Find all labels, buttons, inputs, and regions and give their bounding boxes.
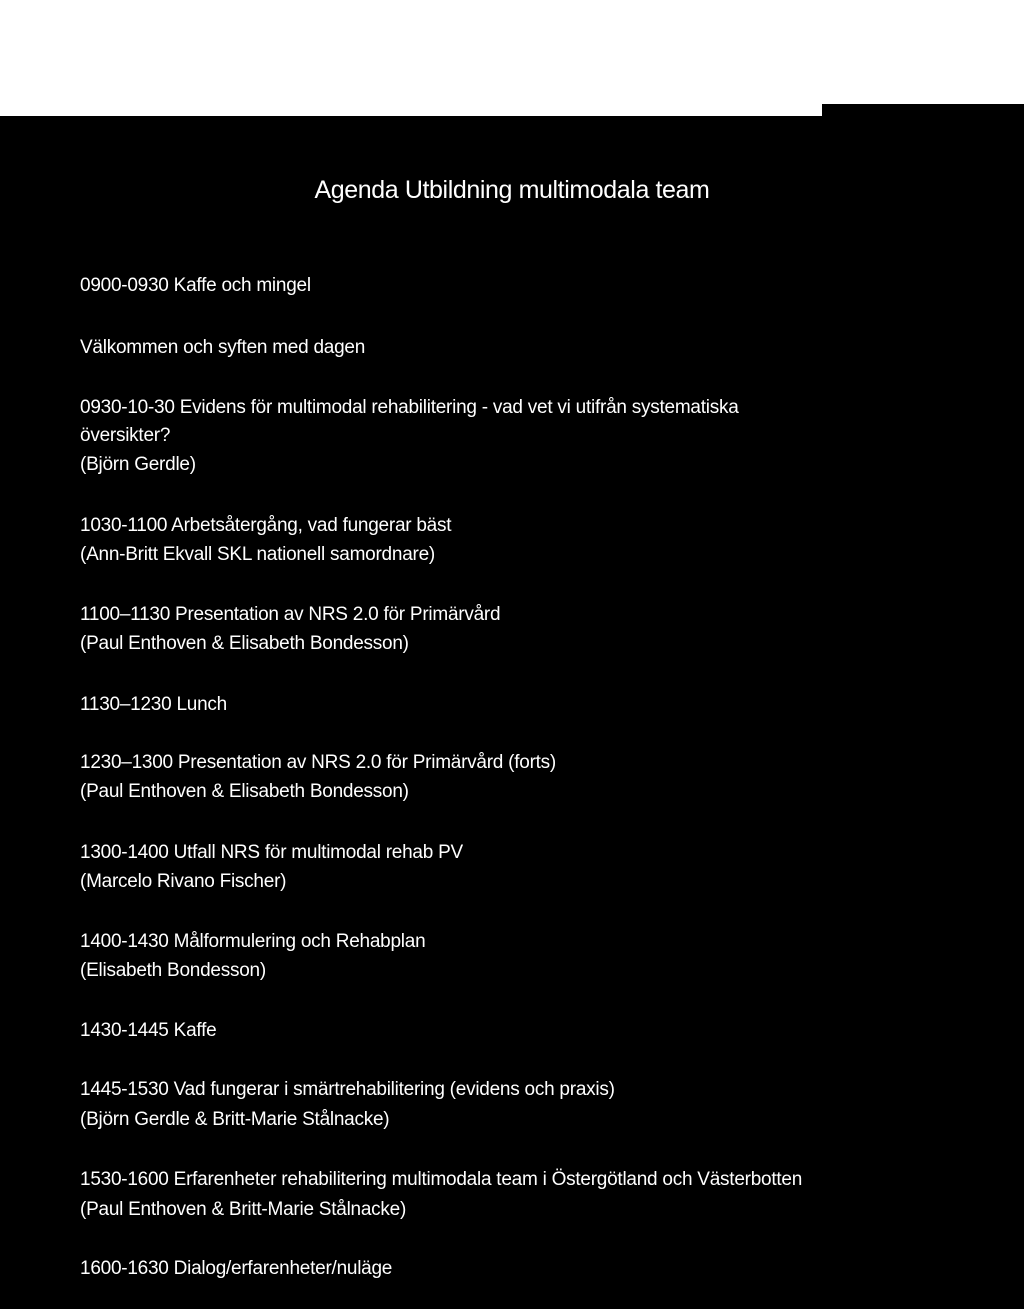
- agenda-line-pain-rehab: 1445-1530 Vad fungerar i smärtrehabilitering (evidens och praxis): [80, 1079, 615, 1100]
- agenda-line-nrs-presentation: 1100–1130 Presentation av NRS 2.0 för Primärvård: [80, 604, 501, 625]
- agenda-line-return-to-work: 1030-1100 Arbetsåtergång, vad fungerar bäst: [80, 515, 452, 536]
- agenda-line-evidence-title: 0930-10-30 Evidens för multimodal rehabilitering - vad vet vi utifrån systematiska: [80, 397, 739, 418]
- agenda-line-welcome: Välkommen och syften med dagen: [80, 337, 366, 358]
- agenda-line-nrs-presentation-continued-speakers: (Paul Enthoven & Elisabeth Bondesson): [80, 781, 409, 802]
- agenda-line-nrs-outcome: 1300-1400 Utfall NRS för multimodal rehab PV: [80, 842, 463, 863]
- agenda-title: Agenda Utbildning multimodala team: [314, 176, 710, 204]
- agenda-line-nrs-presentation-continued: 1230–1300 Presentation av NRS 2.0 för Primärvård (forts): [80, 752, 557, 773]
- agenda-line-pain-rehab-speakers: (Björn Gerdle & Britt-Marie Stålnacke): [80, 1109, 390, 1130]
- agenda-line-goal-plan: 1400-1430 Målformulering och Rehabplan: [80, 931, 426, 952]
- agenda-line-lunch: 1130–1230 Lunch: [80, 694, 227, 715]
- agenda-line-team-experiences-speakers: (Paul Enthoven & Britt-Marie Stålnacke): [80, 1199, 407, 1220]
- agenda-line-nrs-presentation-speakers: (Paul Enthoven & Elisabeth Bondesson): [80, 633, 409, 654]
- agenda-line-coffee: 1430-1445 Kaffe: [80, 1020, 217, 1041]
- agenda-line-return-to-work-speaker: (Ann-Britt Ekvall SKL nationell samordnare): [80, 544, 435, 565]
- agenda-line-dialogue: 1600-1630 Dialog/erfarenheter/nuläge: [80, 1258, 393, 1279]
- agenda-line-goal-plan-speaker: (Elisabeth Bondesson): [80, 960, 266, 981]
- top-white-margin: [0, 0, 1024, 116]
- agenda-line-evidence-title-continued: översikter?: [80, 425, 171, 446]
- agenda-line-team-experiences: 1530-1600 Erfarenheter rehabilitering multimodala team i Östergötland och Västerbotten: [80, 1169, 803, 1190]
- agenda-line-evidence-speaker: (Björn Gerdle): [80, 454, 196, 475]
- agenda-panel: [0, 116, 1024, 1309]
- agenda-line-coffee-mingle: 0900-0930 Kaffe och mingel: [80, 275, 311, 296]
- agenda-line-nrs-outcome-speaker: (Marcelo Rivano Fischer): [80, 871, 287, 892]
